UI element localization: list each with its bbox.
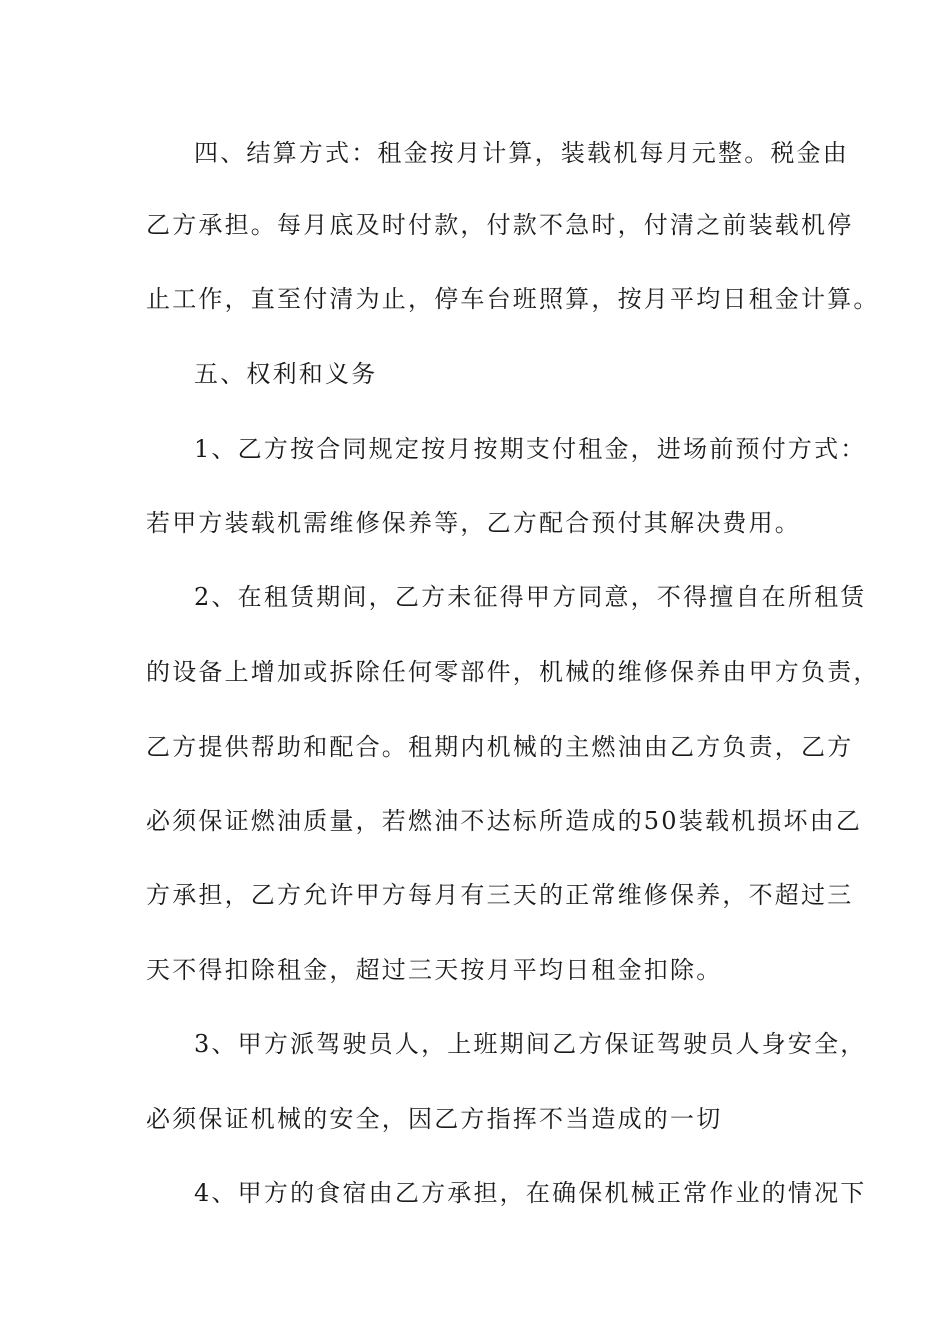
item-2-line-5: 方承担，乙方允许甲方每月有三天的正常维修保养，不超过三 <box>146 881 854 909</box>
item-3-line-2: 必须保证机械的安全，因乙方指挥不当造成的一切 <box>146 1105 723 1133</box>
item-2-line-4: 必须保证燃油质量，若燃油不达标所造成的50装载机损坏由乙 <box>146 807 863 835</box>
item-3-line-1: 3、甲方派驾驶员人，上班期间乙方保证驾驶员人身安全， <box>194 1030 867 1058</box>
item-2-line-3: 乙方提供帮助和配合。租期内机械的主燃油由乙方负责，乙方 <box>146 733 854 761</box>
item-4-line-1: 4、甲方的食宿由乙方承担，在确保机械正常作业的情况下 <box>194 1179 867 1207</box>
item-2-line-1: 2、在租赁期间，乙方未征得甲方同意，不得擅自在所租赁 <box>194 583 867 611</box>
paragraph-4-line-1: 四、结算方式：租金按月计算，装载机每月元整。税金由 <box>194 139 849 167</box>
item-1-line-1: 1、乙方按合同规定按月按期支付租金，进场前预付方式： <box>194 435 867 463</box>
paragraph-4-line-3: 止工作，直至付清为止，停车台班照算，按月平均日租金计算。 <box>146 285 880 313</box>
section-heading-rights: 五、权利和义务 <box>194 360 378 388</box>
item-2-line-2: 的设备上增加或拆除任何零部件，机械的维修保养由甲方负责， <box>146 658 880 686</box>
item-1-line-2: 若甲方装载机需维修保养等，乙方配合预付其解决费用。 <box>146 509 801 537</box>
item-2-line-6: 天不得扣除租金，超过三天按月平均日租金扣除。 <box>146 956 723 984</box>
paragraph-4-line-2: 乙方承担。每月底及时付款，付款不急时，付清之前装载机停 <box>146 211 854 239</box>
